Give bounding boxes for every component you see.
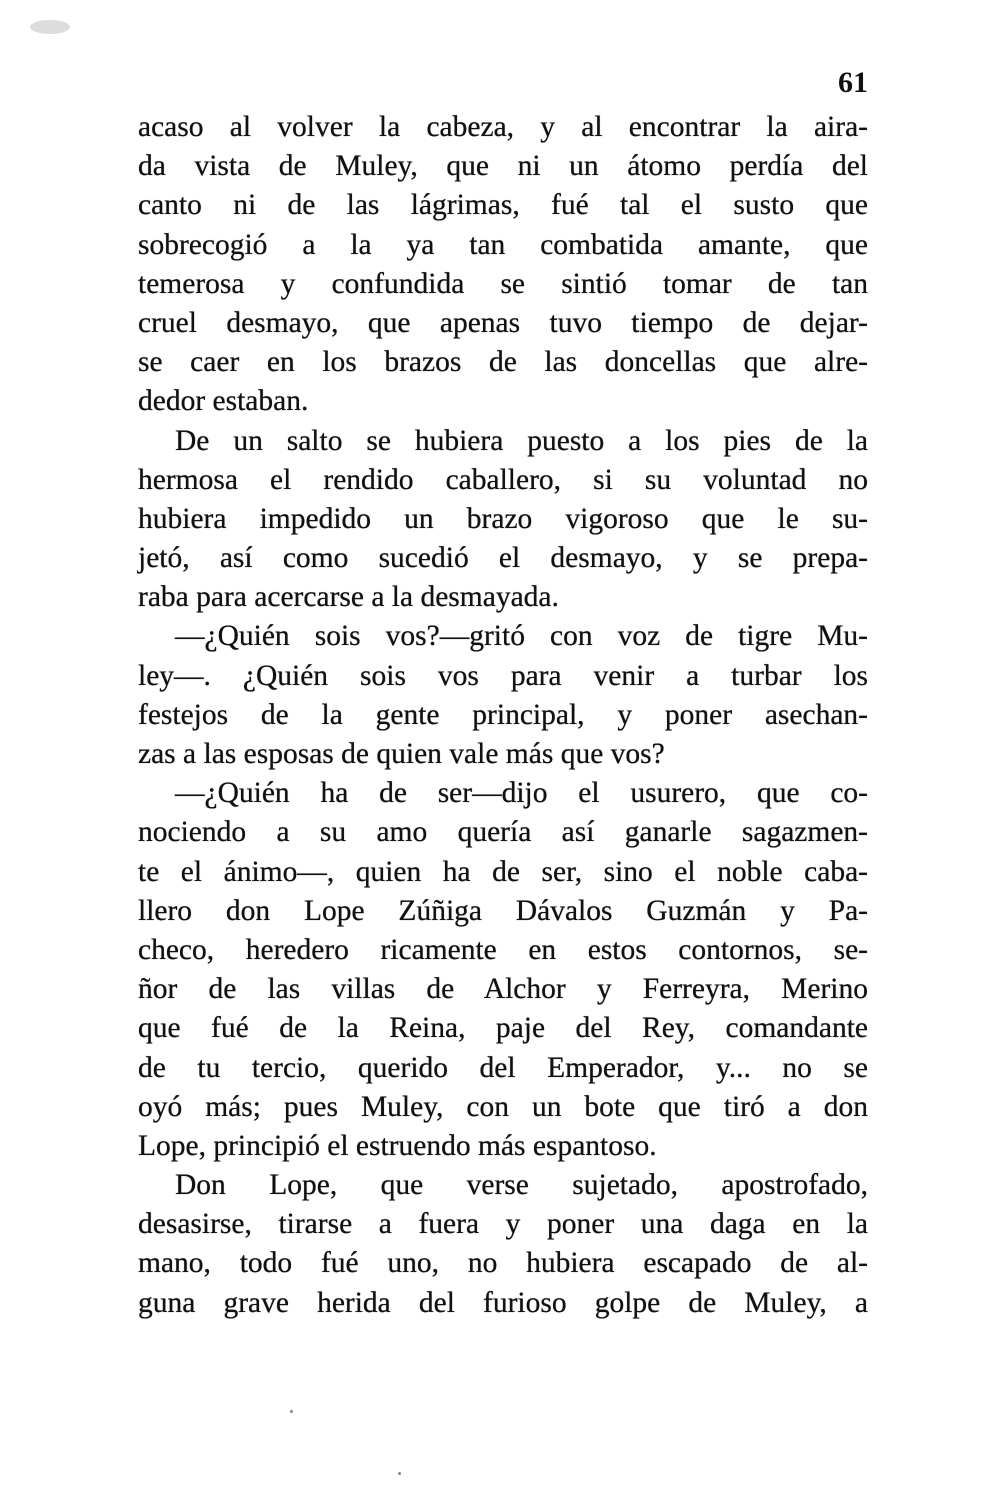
paragraph xyxy=(138,774,868,1166)
scan-speck xyxy=(290,1410,293,1413)
text-line: —¿Quién sois vos?—gritó con voz de tigre Mu- xyxy=(175,620,868,653)
text-line: canto ni de las lágrimas, fué tal el susto que xyxy=(138,189,868,222)
text-line: que fué de la Reina, paje del Rey, comandante xyxy=(138,1012,868,1045)
text-line: Lope, principió el estruendo más espantoso. xyxy=(138,1129,657,1162)
text-line: se caer en los brazos de las doncellas que alre- xyxy=(138,346,868,379)
text-line: mano, todo fué uno, no hubiera escapado de al- xyxy=(138,1247,868,1280)
text-line: oyó más; pues Muley, con un bote que tiró a don xyxy=(138,1090,868,1123)
text-line: de tu tercio, querido del Emperador, y... no se xyxy=(138,1051,868,1084)
text-line: hubiera impedido un brazo vigoroso que le su- xyxy=(138,502,868,535)
paragraph xyxy=(138,108,868,422)
text-line: hermosa el rendido caballero, si su voluntad no xyxy=(138,463,868,496)
paragraph xyxy=(138,422,868,618)
text-line: ley—. ¿Quién sois vos para venir a turbar los xyxy=(138,659,868,692)
text-line: da vista de Muley, que ni un átomo perdía del xyxy=(138,150,868,183)
text-line: dedor estaban. xyxy=(138,385,309,418)
text-line: raba para acercarse a la desmayada. xyxy=(138,581,559,614)
text-line: nociendo a su amo quería así ganarle sagazmen- xyxy=(138,816,868,849)
text-line: sobrecogió a la ya tan combatida amante, que xyxy=(138,228,868,261)
page-number: 61 xyxy=(838,66,868,99)
scan-speck xyxy=(398,1472,401,1475)
text-line: desasirse, tirarse a fuera y poner una daga en la xyxy=(138,1208,868,1241)
text-line: checo, heredero ricamente en estos contornos, se- xyxy=(138,933,868,966)
text-line: ñor de las villas de Alchor y Ferreyra, Merino xyxy=(138,973,868,1006)
paragraph xyxy=(138,617,868,774)
text-line: jetó, así como sucedió el desmayo, y se prepa- xyxy=(138,542,868,575)
text-line: —¿Quién ha de ser—dijo el usurero, que co- xyxy=(175,777,868,810)
scan-noise xyxy=(30,20,70,34)
text-line: festejos de la gente principal, y poner asechan- xyxy=(138,698,868,731)
text-line: cruel desmayo, que apenas tuvo tiempo de dejar- xyxy=(138,306,868,339)
body-text xyxy=(138,108,868,1323)
text-line: te el ánimo—, quien ha de ser, sino el noble caba- xyxy=(138,855,868,888)
paragraph xyxy=(138,1166,868,1323)
text-line: acaso al volver la cabeza, y al encontrar la aira- xyxy=(138,111,868,143)
text-line: guna grave herida del furioso golpe de Muley, a xyxy=(138,1286,868,1319)
text-line: Don Lope, que verse sujetado, apostrofado, xyxy=(175,1169,868,1202)
text-line: llero don Lope Zúñiga Dávalos Guzmán y Pa- xyxy=(138,894,868,927)
text-line: De un salto se hubiera puesto a los pies de la xyxy=(175,424,868,457)
text-line: zas a las esposas de quien vale más que vos? xyxy=(138,738,665,770)
text-line: temerosa y confundida se sintió tomar de tan xyxy=(138,267,868,300)
